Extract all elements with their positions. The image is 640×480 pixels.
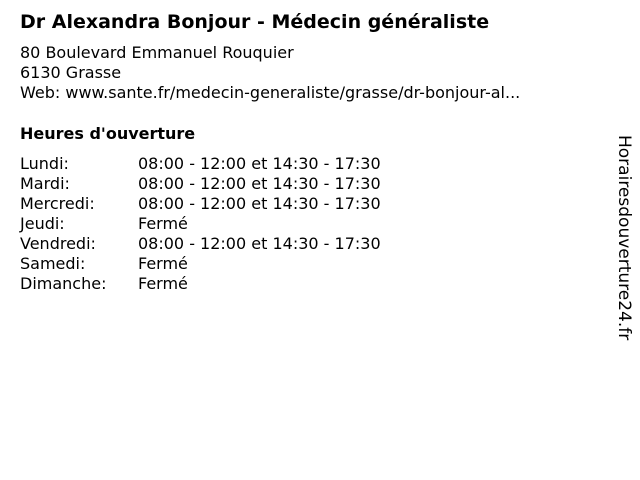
address-block — [20, 43, 520, 103]
address-web[interactable]: Web: www.sante.fr/medecin-generaliste/grasse/dr-bonjour-al... — [20, 83, 521, 102]
day-label: Jeudi: — [20, 214, 65, 233]
site-watermark: Horairesdouverture24.fr — [614, 135, 634, 341]
day-hours: 08:00 - 12:00 et 14:30 - 17:30 — [138, 154, 381, 173]
day-label: Mardi: — [20, 174, 70, 193]
day-label: Samedi: — [20, 254, 86, 273]
day-hours: Fermé — [138, 274, 188, 293]
day-hours: 08:00 - 12:00 et 14:30 - 17:30 — [138, 194, 381, 213]
address-city: 6130 Grasse — [20, 63, 122, 82]
hours-heading: Heures d'ouverture — [20, 124, 196, 143]
day-hours: Fermé — [138, 214, 188, 233]
day-hours: 08:00 - 12:00 et 14:30 - 17:30 — [138, 174, 381, 193]
day-hours: Fermé — [138, 254, 188, 273]
day-label: Lundi: — [20, 154, 69, 173]
address-street: 80 Boulevard Emmanuel Rouquier — [20, 43, 294, 62]
day-hours: 08:00 - 12:00 et 14:30 - 17:30 — [138, 234, 381, 253]
page-title: Dr Alexandra Bonjour - Médecin généraliste — [20, 11, 490, 33]
day-label: Mercredi: — [20, 194, 95, 213]
day-label: Vendredi: — [20, 234, 96, 253]
day-label: Dimanche: — [20, 274, 107, 293]
